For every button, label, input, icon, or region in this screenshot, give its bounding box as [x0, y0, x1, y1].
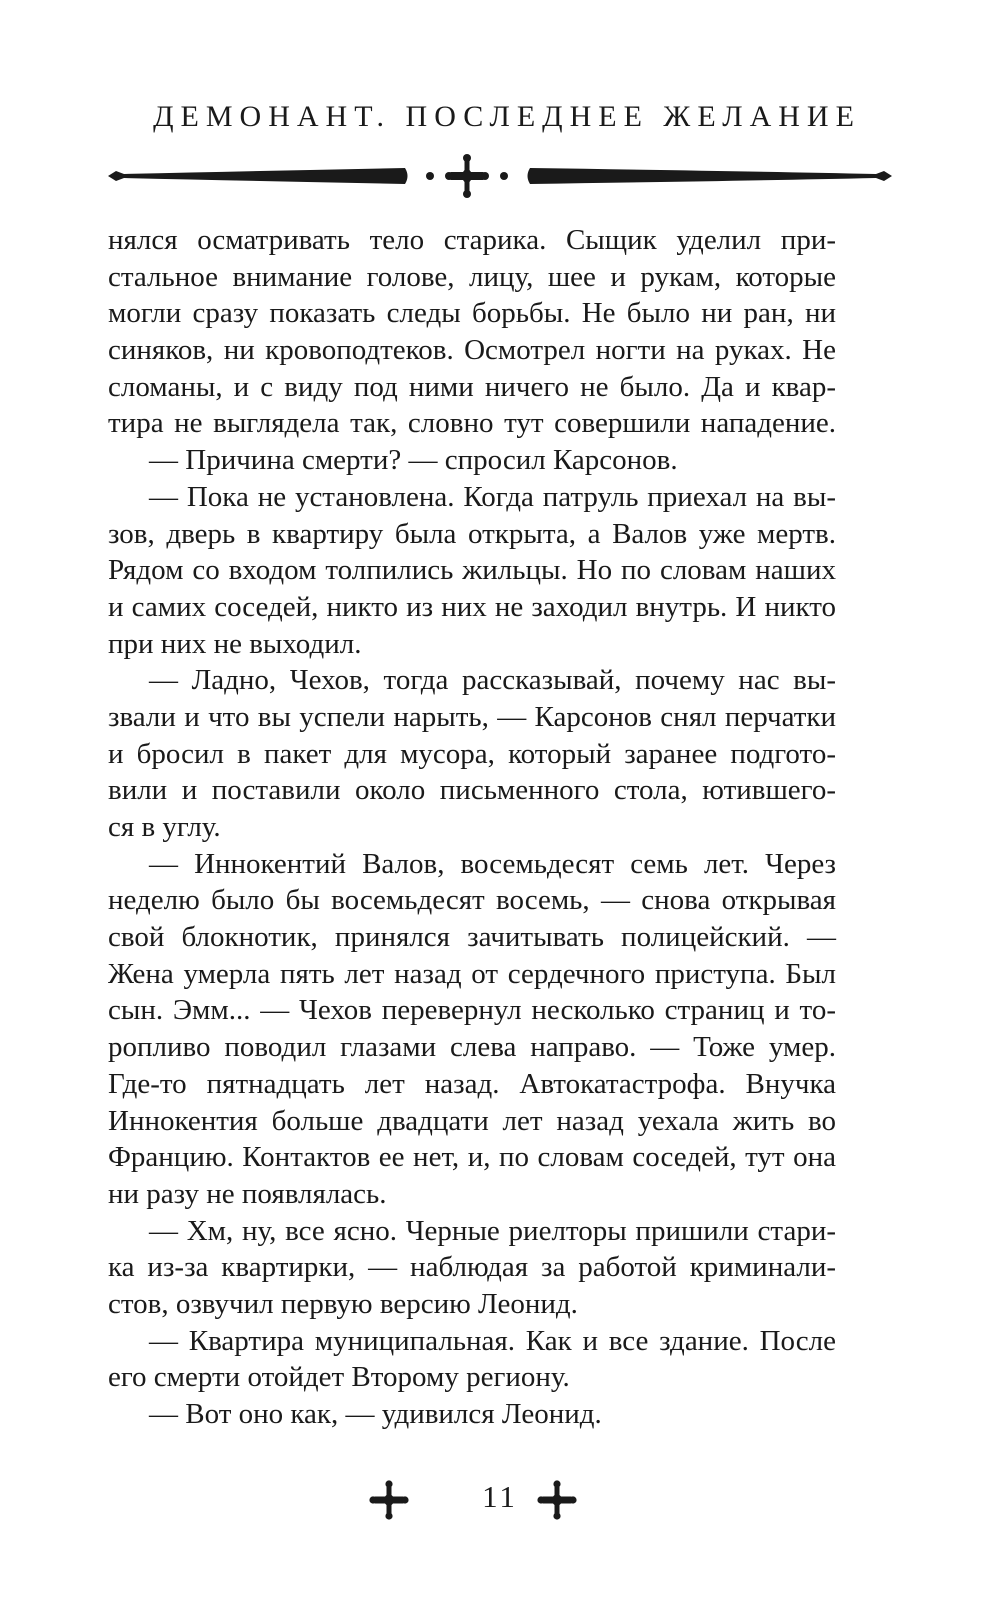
text-line: могли сразу показать следы борьбы. Не было ни ран, ни — [108, 297, 836, 330]
cross-flourish-icon — [445, 154, 489, 198]
text-line: стальное внимание голове, лицу, шее и рукам, которые — [108, 260, 836, 293]
header-ornament — [0, 154, 1000, 198]
text-line: — Пока не установлена. Когда патруль приехал на вы- — [149, 480, 836, 513]
text-line: зов, дверь в квартиру была открыта, а Валов уже мертв. — [108, 517, 836, 550]
text-line: звали и что вы успели нарыть, — Карсонов снял перчатки — [108, 700, 836, 733]
left-dot — [426, 172, 434, 180]
text-line: — Вот оно как, — удивился Леонид. — [149, 1398, 602, 1430]
text-line: и самих соседей, никто из них не заходил внутрь. И никто — [108, 590, 836, 623]
text-line: его смерти отойдет Второму региону. — [108, 1361, 570, 1394]
running-header: ДЕМОНАНТ. ПОСЛЕДНЕЕ ЖЕЛАНИЕ — [153, 100, 861, 133]
text-line: Жена умерла пять лет назад от сердечного приступа. Был — [108, 957, 836, 990]
text-line: стов, озвучил первую версию Леонид. — [108, 1287, 578, 1320]
body-text — [108, 222, 836, 1433]
right-dot — [500, 172, 508, 180]
text-line: и бросил в пакет для мусора, который заранее подгото- — [108, 737, 836, 770]
text-line: — Ладно, Чехов, тогда рассказывай, почему нас вы- — [149, 664, 836, 697]
page-number: 11 — [482, 1479, 518, 1514]
text-line: свой блокнотик, принялся зачитывать полицейский. — — [108, 921, 836, 954]
text-line: тира не выглядела так, словно тут совершили нападение. — [108, 407, 836, 440]
text-line: при них не выходил. — [108, 627, 362, 660]
right-flourish — [528, 168, 893, 184]
left-flourish — [108, 168, 408, 184]
text-line: — Иннокентий Валов, восемьдесят семь лет. Через — [149, 847, 836, 880]
text-line: — Хм, ну, все ясно. Черные риелторы пришили стари- — [149, 1214, 836, 1247]
text-line: — Квартира муниципальная. Как и все здание. После — [149, 1324, 836, 1357]
text-line: вили и поставили около письменного стола, ютившего- — [108, 774, 836, 807]
text-line: Рядом со входом толпились жильцы. Но по словам наших — [108, 554, 836, 587]
text-line: ропливо поводил глазами слева направо. — Тоже умер. — [108, 1031, 836, 1064]
text-line: сломаны, и с виду под ними ничего не было. Да и квар- — [108, 370, 836, 403]
text-line: ся в углу. — [108, 811, 221, 843]
text-line: ни разу не появлялась. — [108, 1177, 387, 1210]
text-line: Иннокентия больше двадцати лет назад уехала жить во — [108, 1104, 836, 1137]
text-line: синяков, ни кровоподтеков. Осмотрел ногти на руках. Не — [108, 334, 836, 367]
text-line: Где-то пятнадцать лет назад. Автокатастрофа. Внучка — [108, 1067, 836, 1100]
text-line: Францию. Контактов ее нет, и, по словам соседей, тут она — [108, 1141, 836, 1174]
text-line: сын. Эмм... — Чехов перевернул несколько страниц и то- — [108, 994, 836, 1027]
text-line: — Причина смерти? — спросил Карсонов. — [149, 444, 678, 477]
text-line: нялся осматривать тело старика. Сыщик уделил при- — [108, 224, 836, 256]
text-line: ка из-за квартирки, — наблюдая за работой криминали- — [108, 1251, 836, 1284]
text-line: неделю было бы восемьдесят восемь, — снова открывая — [108, 884, 836, 917]
